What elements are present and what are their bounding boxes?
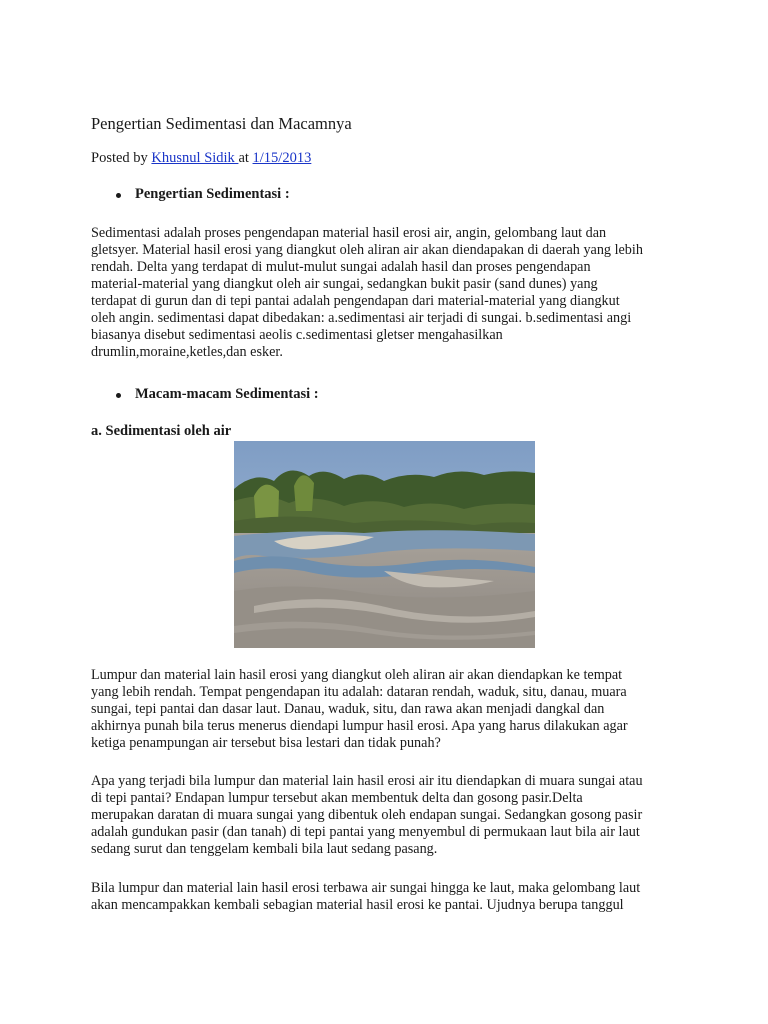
bullet-heading-pengertian xyxy=(116,186,290,203)
text-line: drumlin,moraine,ketles,dan esker. xyxy=(91,344,283,360)
date-link[interactable]: 1/15/2013 xyxy=(252,150,312,166)
page-title: Pengertian Sedimentasi dan Macamnya xyxy=(91,114,352,133)
text-line: akan mencampakkan kembali sebagian material hasil erosi ke pantai. Ujudnya berupa tanggul xyxy=(91,897,624,913)
text-line: rendah. Delta yang terdapat di mulut-mulut sungai adalah hasil dan proses pengendapan xyxy=(91,259,591,275)
subheading-sedimentasi-air: a. Sedimentasi oleh air xyxy=(91,423,232,439)
bullet-label: Pengertian Sedimentasi : xyxy=(135,186,290,202)
paragraph-laut xyxy=(91,880,691,914)
bullet-icon xyxy=(116,193,121,198)
bullet-icon xyxy=(116,393,121,398)
text-line: sedang surut dan tenggelam kembali bila laut sedang pasang. xyxy=(91,841,438,857)
text-line: akhirnya punah bila terus menerus diendapi lumpur hasil erosi. Apa yang harus dilakukan agar xyxy=(91,718,628,734)
author-link[interactable]: Khusnul Sidik xyxy=(151,150,239,166)
byline xyxy=(91,150,311,167)
text-line: biasanya disebut sedimentasi aeolis c.sedimentasi gletser mengahasilkan xyxy=(91,327,503,343)
text-line: gletsyer. Material hasil erosi yang diangkut oleh aliran air akan diendapakan di daerah yang lebih xyxy=(91,242,643,258)
text-line: terdapat di gurun dan di tepi pantai adalah pengendapan dari material-material yang diangkut xyxy=(91,293,620,309)
byline-prefix: Posted by xyxy=(91,150,152,166)
text-line: adalah gundukan pasir (dan tanah) di tepi pantai yang menyembul di permukaan laut bila air laut xyxy=(91,824,640,840)
text-line: Sedimentasi adalah proses pengendapan material hasil erosi air, angin, gelombang laut dan xyxy=(91,225,607,241)
paragraph-lumpur xyxy=(91,667,691,752)
text-line: oleh angin. sedimentasi dapat dibedakan: a.sedimentasi air terjadi di sungai. b.sedimentasi angi xyxy=(91,310,632,326)
text-line: Lumpur dan material lain hasil erosi yang diangkut oleh aliran air akan diendapkan ke tempat xyxy=(91,667,623,683)
text-line: ketiga penampungan air tersebut bisa lestari dan tidak punah? xyxy=(91,735,441,751)
text-line: material-material yang diangkut oleh air sungai, sedangkan bukit pasir (sand dunes) yang xyxy=(91,276,598,292)
byline-middle: at xyxy=(238,150,253,166)
text-line: yang lebih rendah. Tempat pengendapan itu adalah: dataran rendah, waduk, situ, danau, muara xyxy=(91,684,627,700)
river-sediment-photo xyxy=(234,441,535,648)
text-line: di tepi pantai? Endapan lumpur tersebut akan membentuk delta dan gosong pasir.Delta xyxy=(91,790,583,806)
text-line: Bila lumpur dan material lain hasil erosi terbawa air sungai hingga ke laut, maka gelombang laut xyxy=(91,880,641,896)
bullet-label: Macam-macam Sedimentasi : xyxy=(135,386,319,402)
text-line: Apa yang terjadi bila lumpur dan material lain hasil erosi air itu diendapkan di muara sungai atau xyxy=(91,773,643,789)
text-line: sungai, tepi pantai dan dasar laut. Danau, waduk, situ, dan rawa akan menjadi dangkal dan xyxy=(91,701,605,717)
text-line: merupakan daratan di muara sungai yang dibentuk oleh endapan sungai. Sedangkan gosong pasir xyxy=(91,807,643,823)
paragraph-delta xyxy=(91,773,691,858)
paragraph-definition xyxy=(91,225,691,361)
bullet-heading-macam xyxy=(116,386,319,403)
